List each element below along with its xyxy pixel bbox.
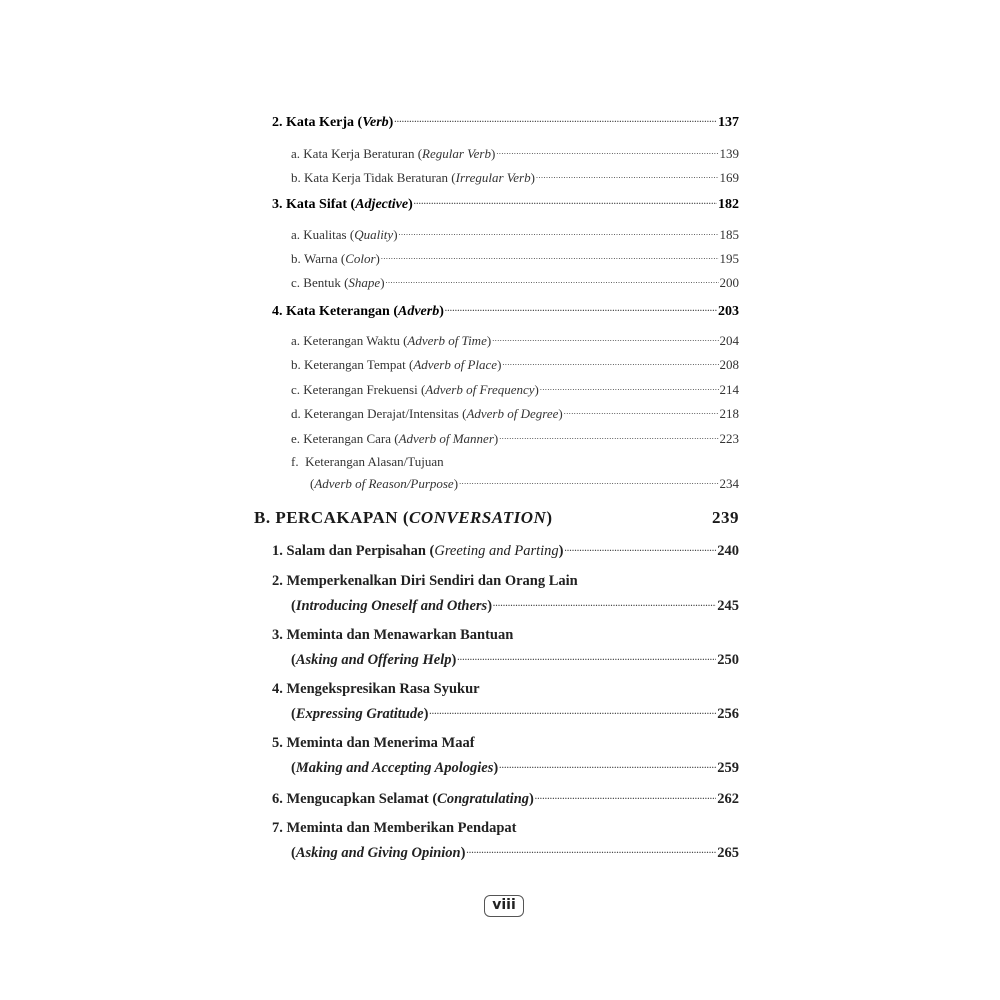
page-ref: 169	[719, 170, 739, 185]
entry-number: 2.	[272, 115, 283, 130]
page-ref: 262	[717, 790, 739, 807]
page-ref: 250	[717, 651, 739, 668]
page-ref: 208	[719, 357, 739, 372]
toc-entry-line2: ( Expressing Gratitude ) ..... 256	[291, 703, 739, 723]
toc-entry-kata-sifat: 3. Kata Sifat ( Adjective ) ..... 182	[272, 194, 739, 213]
toc-entry-line2: ( Asking and Offering Help ) ..... 250	[291, 649, 739, 669]
entry-number: 3.	[272, 197, 283, 212]
dot-leader	[445, 301, 717, 315]
dot-leader	[459, 475, 718, 488]
dot-leader	[386, 274, 719, 287]
dot-leader	[399, 226, 719, 239]
dot-leader	[414, 194, 717, 208]
toc-subentry-line2: ( Adverb of Reason/Purpose ) ..... 234	[310, 475, 739, 492]
dot-leader	[496, 145, 718, 158]
dot-leader	[429, 703, 716, 718]
dot-leader	[540, 381, 719, 394]
page-ref: 259	[717, 759, 739, 776]
dot-leader	[493, 595, 716, 610]
toc-subentry: b. Warna ( Color ) ..... 195	[291, 250, 739, 267]
section-heading-conversation: B. PERCAKAPAN ( CONVERSATION ) 239	[254, 508, 739, 527]
dot-leader	[492, 332, 718, 345]
dot-leader	[499, 430, 718, 443]
page-ref: 214	[719, 382, 739, 397]
page-ref: 223	[719, 431, 739, 446]
toc-subentry: b. Kata Kerja Tidak Beraturan ( Irregular Verb ) ..... 169	[291, 169, 739, 186]
dot-leader	[499, 757, 716, 772]
toc-entry-line1: 5. Meminta dan Menerima Maaf	[272, 735, 475, 751]
page-ref: 182	[718, 197, 739, 212]
entry-number: 4.	[272, 304, 283, 319]
page-ref: 137	[718, 115, 739, 130]
page-ref: 185	[719, 227, 739, 242]
toc-entry-line1: 2. Memperkenalkan Diri Sendiri dan Orang Lain	[272, 573, 578, 589]
toc-entry-line1: 4. Mengekspresikan Rasa Syukur	[272, 681, 480, 697]
page-ref: 195	[719, 251, 739, 266]
toc-entry-line2: ( Introducing Oneself and Others ) ..... 245	[291, 595, 739, 615]
dot-leader	[502, 356, 718, 369]
dot-leader	[565, 540, 717, 555]
dot-leader	[381, 250, 719, 263]
dot-leader	[466, 842, 716, 857]
page-ref: 218	[719, 406, 739, 421]
toc-entry-kata-kerja: 2. Kata Kerja ( Verb ) ..... 137	[272, 112, 739, 131]
toc-subentry: c. Keterangan Frekuensi ( Adverb of Frequency ) ..... 214	[291, 381, 739, 398]
toc-entry: 6. Mengucapkan Selamat ( Congratulating ) ..... 262	[272, 788, 739, 808]
toc-subentry: a. Kata Kerja Beraturan ( Regular Verb ) ..... 139	[291, 145, 739, 162]
toc-subentry-line1: f. Keterangan Alasan/Tujuan	[291, 454, 444, 469]
dot-leader	[394, 112, 717, 126]
page-ref: 234	[719, 476, 739, 491]
toc-subentry: b. Keterangan Tempat ( Adverb of Place ) ..... 208	[291, 356, 739, 373]
toc-entry-line1: 3. Meminta dan Menawarkan Bantuan	[272, 627, 514, 643]
dot-leader	[536, 169, 719, 182]
toc-entry-line2: ( Making and Accepting Apologies ) ..... 259	[291, 757, 739, 777]
dot-leader	[535, 788, 716, 803]
page-ref: 240	[717, 542, 739, 559]
toc-entry-line2: ( Asking and Giving Opinion ) ..... 265	[291, 842, 739, 862]
toc-entry: 1. Salam dan Perpisahan ( Greeting and Parting ) ..... 240	[272, 540, 739, 560]
page-ref: 203	[718, 304, 739, 319]
toc-subentry: d. Keterangan Derajat/Intensitas ( Adverb of Degree ) ..... 218	[291, 405, 739, 422]
page-ref: 245	[717, 597, 739, 614]
page-number-badge: viii	[484, 895, 524, 917]
page-ref: 256	[717, 705, 739, 722]
page-ref: 200	[719, 275, 739, 290]
page-ref: 239	[712, 508, 739, 527]
page-ref: 139	[719, 146, 739, 161]
toc-subentry: e. Keterangan Cara ( Adverb of Manner ) ..... 223	[291, 430, 739, 447]
page-ref: 204	[719, 333, 739, 348]
dot-leader	[457, 649, 716, 664]
toc-entry-kata-keterangan: 4. Kata Keterangan ( Adverb ) ..... 203	[272, 301, 739, 320]
toc-subentry: c. Bentuk ( Shape ) ..... 200	[291, 274, 739, 291]
dot-leader	[564, 405, 719, 418]
toc-subentry: a. Keterangan Waktu ( Adverb of Time ) ..... 204	[291, 332, 739, 349]
toc-entry-line1: 7. Meminta dan Memberikan Pendapat	[272, 820, 517, 836]
toc-subentry: a. Kualitas ( Quality ) ..... 185	[291, 226, 739, 243]
page-ref: 265	[717, 844, 739, 861]
